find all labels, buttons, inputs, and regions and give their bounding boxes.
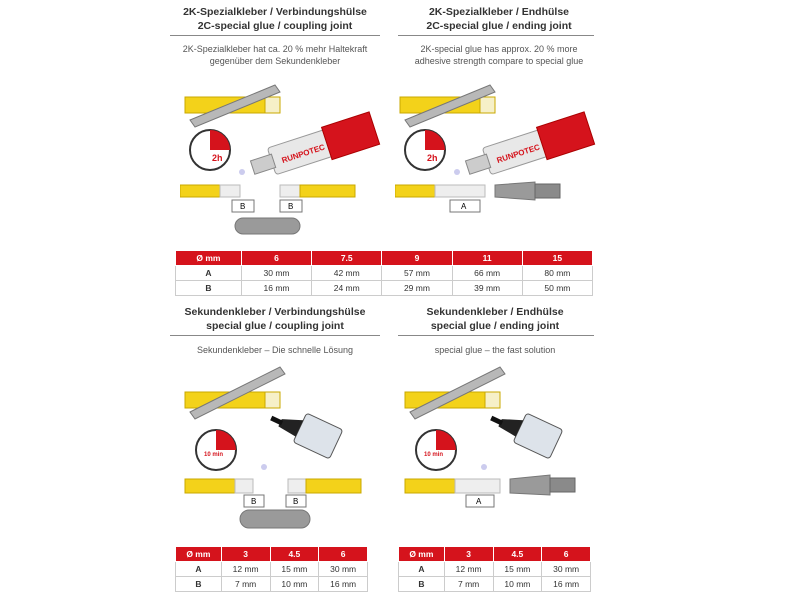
table-br-head-1: 3 <box>444 547 493 562</box>
panel3-dim-b1: B <box>251 497 257 506</box>
panel1-divider <box>170 35 380 36</box>
table-row <box>399 577 591 592</box>
table-cell: 50 mm <box>522 281 592 296</box>
panel2-dim-a: A <box>461 202 467 211</box>
table-cell: 10 mm <box>493 577 542 592</box>
table-row <box>176 562 368 577</box>
table-cell: 12 mm <box>221 562 270 577</box>
table-cell: 15 mm <box>270 562 319 577</box>
table-cell: A <box>399 562 445 577</box>
table-cell: 12 mm <box>444 562 493 577</box>
table-cell: 57 mm <box>382 266 452 281</box>
panel1-note-line1: 2K-Spezialkleber hat ca. 20 % mehr Haltekraft <box>182 44 368 54</box>
panel3-divider <box>170 335 380 336</box>
panel1-dim-b1: B <box>240 202 246 211</box>
table-cell: 24 mm <box>312 281 382 296</box>
table-cell: B <box>399 577 445 592</box>
spec-table-top <box>175 250 593 296</box>
table-top-head-2: 7.5 <box>312 251 382 266</box>
panel1-title-de: 2K-Spezialkleber / Verbindungshülse <box>183 6 367 18</box>
table-cell: 16 mm <box>241 281 311 296</box>
panel4-divider <box>398 335 594 336</box>
table-cell: 10 mm <box>270 577 319 592</box>
table-cell: 66 mm <box>452 266 522 281</box>
panel2-timer-label: 2h <box>427 153 438 163</box>
panel1-timer-label: 2h <box>212 153 223 163</box>
table-cell: 16 mm <box>319 577 368 592</box>
panel2-divider <box>398 35 594 36</box>
panel2-note-line1: 2K-special glue has approx. 20 % more <box>420 44 578 54</box>
panel1-title-en: 2C-special glue / coupling joint <box>197 20 353 32</box>
panel2-title-de: 2K-Spezialkleber / Endhülse <box>428 6 570 18</box>
table-bl-head-1: 3 <box>221 547 270 562</box>
panel2-title-en: 2C-special glue / ending joint <box>426 20 572 32</box>
table-cell: A <box>176 266 242 281</box>
table-cell: 39 mm <box>452 281 522 296</box>
table-row <box>176 266 593 281</box>
spec-table-bottom-right <box>398 546 591 592</box>
table-top-head-0: Ø mm <box>176 251 242 266</box>
panel4-timer-label: 10 min <box>424 452 444 458</box>
table-row <box>399 562 591 577</box>
table-bl-head-0: Ø mm <box>176 547 222 562</box>
table-top-head-4: 11 <box>452 251 522 266</box>
table-cell: 16 mm <box>542 577 591 592</box>
table-br-head-3: 6 <box>542 547 591 562</box>
table-cell: 7 mm <box>221 577 270 592</box>
table-cell: 15 mm <box>493 562 542 577</box>
panel3-note: Sekundenkleber – Die schnelle Lösung <box>196 345 354 355</box>
table-cell: 29 mm <box>382 281 452 296</box>
table-bl-head-3: 6 <box>319 547 368 562</box>
table-top-head-3: 9 <box>382 251 452 266</box>
table-cell: B <box>176 577 222 592</box>
panel3-title-de: Sekundenkleber / Verbindungshülse <box>184 306 366 318</box>
spec-table-bottom-left <box>175 546 368 592</box>
panel2-illustration <box>395 80 605 240</box>
table-cell: 30 mm <box>542 562 591 577</box>
table-bl-head-2: 4.5 <box>270 547 319 562</box>
table-row <box>176 281 593 296</box>
table-cell: 30 mm <box>319 562 368 577</box>
panel4-dim-a: A <box>476 497 482 506</box>
table-cell: 42 mm <box>312 266 382 281</box>
table-br-head-2: 4.5 <box>493 547 542 562</box>
table-cell: B <box>176 281 242 296</box>
table-cell: 30 mm <box>241 266 311 281</box>
panel4-title-en: special glue / ending joint <box>430 320 560 332</box>
panel4-illustration <box>400 362 600 532</box>
table-cell: 7 mm <box>444 577 493 592</box>
table-cell: A <box>176 562 222 577</box>
panel4-note: special glue – the fast solution <box>434 345 556 355</box>
panel3-title-en: special glue / coupling joint <box>206 320 344 332</box>
panel2-brand-label: RUNPOTEC <box>495 142 542 165</box>
panel1-brand-label: RUNPOTEC <box>280 142 327 165</box>
panel1-dim-b2: B <box>288 202 294 211</box>
panel1-illustration <box>180 80 390 240</box>
panel3-timer-label: 10 min <box>204 452 224 458</box>
table-br-head-0: Ø mm <box>399 547 445 562</box>
table-row <box>176 577 368 592</box>
panel2-note-line2: adhesive strength compare to special glue <box>414 56 584 66</box>
panel3-dim-b2: B <box>293 497 299 506</box>
table-top-head-1: 6 <box>241 251 311 266</box>
panel4-title-de: Sekundenkleber / Endhülse <box>426 306 564 318</box>
panel1-note-line2: gegenüber dem Sekundenkleber <box>209 56 341 66</box>
table-cell: 80 mm <box>522 266 592 281</box>
table-top-head-5: 15 <box>522 251 592 266</box>
panel3-illustration <box>180 362 390 532</box>
